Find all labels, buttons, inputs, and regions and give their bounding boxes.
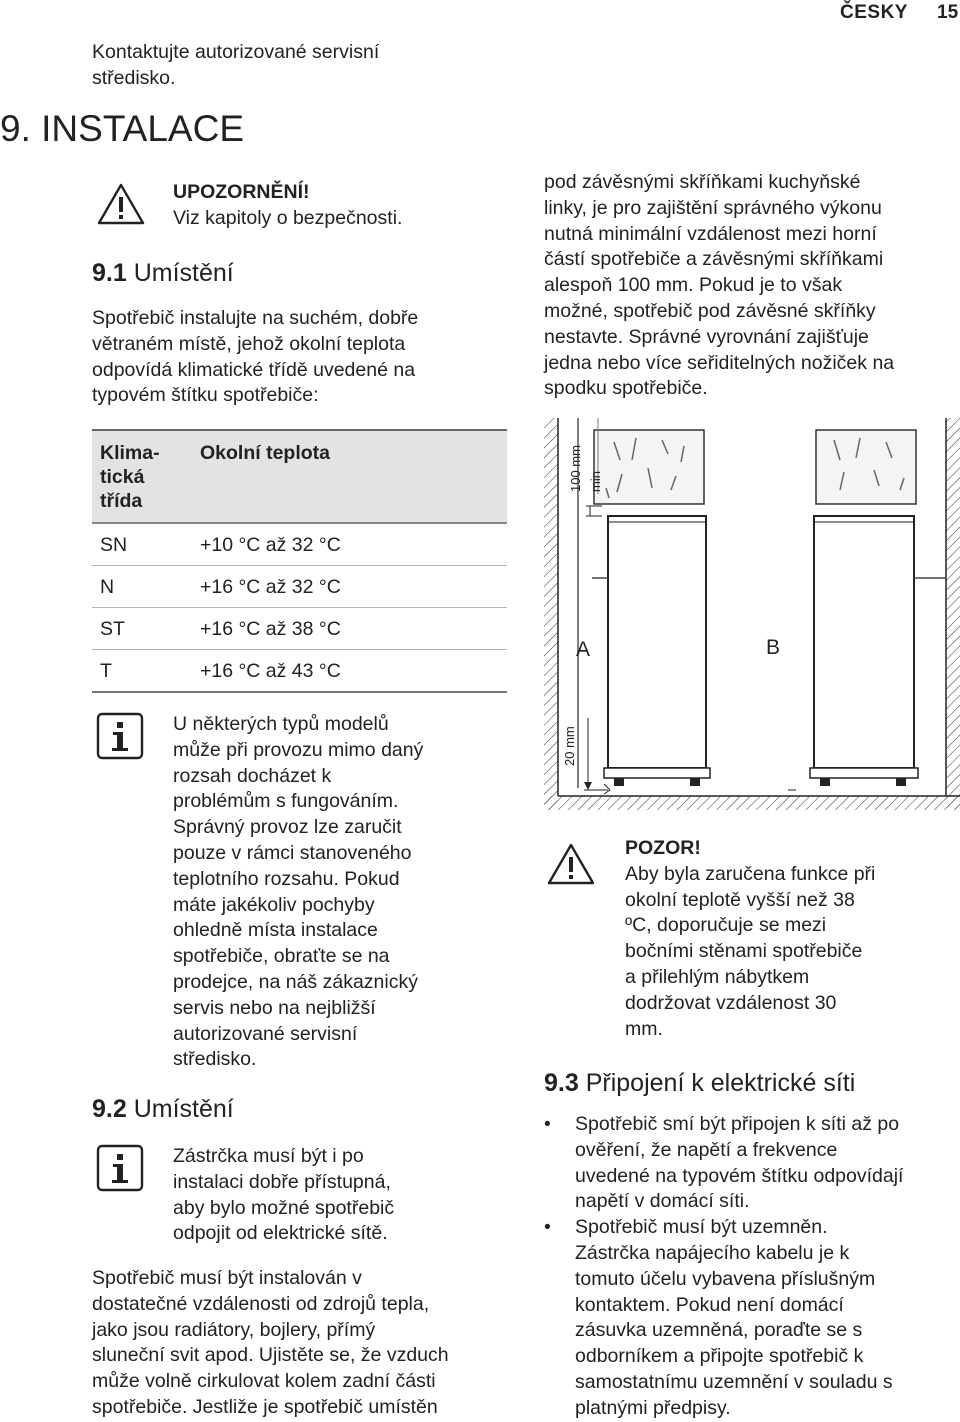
text-line: Správný provoz lze zaručit <box>173 816 402 839</box>
text-line: odpojit od elektrické sítě. <box>173 1222 388 1245</box>
text-line: Zástrčka musí být i po <box>173 1145 364 1167</box>
intro-text <box>92 40 379 92</box>
section-title: Umístění <box>133 1095 234 1123</box>
text-line: bočními stěnami spotřebiče <box>625 940 863 963</box>
text-line: Spotřebič musí být instalován v <box>92 1267 362 1289</box>
appliance-a <box>608 516 706 768</box>
text-line: dodržovat vzdálenost 30 <box>625 991 837 1014</box>
wall-cabinet <box>594 430 704 504</box>
section-number: 9.3 <box>544 1069 579 1097</box>
text-line: může volně cirkulovat kolem zadní části <box>92 1370 436 1393</box>
text-line: U některých typů modelů <box>173 713 389 735</box>
section-9-2-continued-text <box>544 170 894 402</box>
dimension-label: 100 mm <box>568 445 583 492</box>
text-line: aby bylo možné spotřebič <box>173 1196 395 1219</box>
section-9-1-text <box>92 306 418 409</box>
table-row <box>92 650 507 693</box>
text-line: okolní teplotě vyšší než 38 <box>625 888 855 911</box>
installation-diagram <box>544 418 960 818</box>
text-line: Spotřebič smí být připojen k síti až po <box>575 1113 900 1135</box>
section-title: INSTALACE <box>41 108 245 149</box>
section-title: Umístění <box>133 259 234 287</box>
table-cell-class: SN <box>92 523 192 566</box>
warning-box <box>173 180 402 232</box>
appliance-b <box>814 516 914 768</box>
table-row <box>92 566 507 608</box>
text-line: platnými předpisy. <box>575 1396 731 1419</box>
text-line: instalaci dobře přístupná, <box>173 1170 391 1193</box>
table-header-class <box>92 430 192 523</box>
figure-label-a: A <box>576 638 591 661</box>
info-note-1 <box>173 712 423 1073</box>
table-cell-temp: +16 °C až 43 °C <box>192 650 507 693</box>
text-line: alespoň 100 mm. Pokud je to však <box>544 274 843 297</box>
text-line: odpovídá klimatické třídě uvedené na <box>92 358 416 381</box>
header-line: třída <box>100 490 143 512</box>
dimension-label: 20 mm <box>562 726 577 766</box>
section-title: Připojení k elektrické síti <box>585 1069 856 1097</box>
text-line: nestavte. Správné vyrovnání zajišťuje <box>544 325 869 348</box>
wall-right <box>946 418 960 810</box>
text-line: a přilehlým nábytkem <box>625 965 810 988</box>
header-line: tická <box>100 466 145 488</box>
text-line: Aby byla zaručena funkce při <box>625 862 876 885</box>
text-line: teplotního rozsahu. Pokud <box>173 867 400 890</box>
text-line: tomuto účelu vybavena příslušným <box>575 1267 876 1290</box>
bullet-icon: • <box>544 1216 551 1239</box>
text-line: spotřebiče, obraťte se na <box>173 945 390 968</box>
bullet-icon: • <box>544 1113 551 1135</box>
section-9-heading <box>0 108 244 150</box>
text-line: Spotřebič musí být uzemněn. <box>575 1216 828 1239</box>
text-line: pod závěsnými skříňkami kuchyňské <box>544 171 861 193</box>
table-row <box>92 608 507 650</box>
text-line: zásuvka uzemněná, poraďte se s <box>575 1319 863 1342</box>
text-line: autorizované servisní <box>173 1022 358 1045</box>
info-icon <box>96 1144 144 1192</box>
text-line: kontaktem. Pokud není domácí <box>575 1293 844 1316</box>
section-number: 9. <box>0 108 31 149</box>
text-line: středisko. <box>173 1048 257 1071</box>
list-item <box>544 1112 960 1215</box>
header-line: Klima- <box>100 442 160 464</box>
info-icon <box>96 712 144 760</box>
list-item <box>544 1215 960 1421</box>
text-line: možné, spotřebič pod závěsné skříňky <box>544 299 876 322</box>
text-line: větraném místě, jehož okolní teplota <box>92 332 406 355</box>
info-note-2 <box>173 1144 394 1247</box>
table-header-row <box>92 430 507 523</box>
section-9-2-text <box>92 1266 449 1421</box>
section-9-2-heading <box>92 1094 234 1124</box>
warning-icon <box>96 182 146 226</box>
text-line: částí spotřebiče a závěsnými skříňkami <box>544 248 884 271</box>
warning-box-2 <box>625 836 875 1042</box>
text-line: sluneční svit apod. Ujistěte se, že vzduch <box>92 1344 449 1367</box>
dimension-min-label: min <box>588 471 603 492</box>
text-line: jako jsou radiátory, bojlery, přímý <box>92 1318 376 1341</box>
text-line: typovém štítku spotřebiče: <box>92 384 319 407</box>
warning-icon <box>546 842 596 886</box>
text-line: samostatnímu uzemnění v souladu s <box>575 1370 893 1393</box>
text-line: problémům s fungováním. <box>173 790 399 813</box>
text-line: mm. <box>625 1017 663 1040</box>
climate-class-table <box>92 429 507 693</box>
text-line: spodku spotřebiče. <box>544 377 708 400</box>
text-line: linky, je pro zajištění správného výkonu <box>544 196 882 219</box>
section-9-1-heading <box>92 258 234 288</box>
warning-title: POZOR! <box>625 837 701 859</box>
header-language: ČESKY <box>840 2 908 23</box>
text-line: uvedené na typovém štítku odpovídají <box>575 1164 904 1187</box>
text-line: ověření, že napětí a frekvence <box>575 1138 838 1161</box>
text-line: máte jakékoliv pochyby <box>173 893 375 916</box>
table-row <box>92 523 507 566</box>
text-line: napětí v domácí síti. <box>575 1190 750 1213</box>
text-line: servis nebo na nejbližší <box>173 996 376 1019</box>
table-cell-temp: +16 °C až 38 °C <box>192 608 507 650</box>
floor <box>544 796 960 810</box>
text-line: dostatečné vzdálenosti od zdrojů tepla, <box>92 1292 430 1315</box>
text-line: rozsah docházet k <box>173 764 332 787</box>
section-9-3-heading <box>544 1068 855 1098</box>
text-line: může při provozu mimo daný <box>173 738 424 761</box>
warning-text: Viz kapitoly o bezpečnosti. <box>173 206 403 229</box>
bullet-list <box>544 1112 960 1422</box>
text-line: odborníkem a připojte spotřebič k <box>575 1345 864 1368</box>
text-line: ºC, doporučuje se mezi <box>625 914 827 937</box>
section-number: 9.1 <box>92 259 127 287</box>
text-line: Kontaktujte autorizované servisní <box>92 41 380 63</box>
section-number: 9.2 <box>92 1095 127 1123</box>
table-cell-temp: +16 °C až 32 °C <box>192 566 507 608</box>
warning-title: UPOZORNĚNÍ! <box>173 181 310 203</box>
text-line: jedna nebo více seřiditelných nožiček na <box>544 351 895 374</box>
table-cell-temp: +10 °C až 32 °C <box>192 523 507 566</box>
text-line: Zástrčka napájecího kabelu je k <box>575 1241 850 1264</box>
text-line: nutná minimální vzdálenost mezi horní <box>544 222 877 245</box>
figure-label-b: B <box>766 636 781 659</box>
table-cell-class: T <box>92 650 192 693</box>
page-number: 15 <box>937 2 959 23</box>
table-cell-class: N <box>92 566 192 608</box>
text-line: prodejce, na náš zákaznický <box>173 970 418 993</box>
wall-cabinet <box>816 430 916 504</box>
text-line: Spotřebič instalujte na suchém, dobře <box>92 307 419 329</box>
wall-left <box>544 418 558 810</box>
table-header-temp: Okolní teplota <box>192 430 507 523</box>
text-line: spotřebiče. Jestliže je spotřebič umístěn <box>92 1395 438 1418</box>
text-line: ohledně místa instalace <box>173 919 378 942</box>
table-cell-class: ST <box>92 608 192 650</box>
text-line: pouze v rámci stanoveného <box>173 841 412 864</box>
text-line: středisko. <box>92 66 176 89</box>
